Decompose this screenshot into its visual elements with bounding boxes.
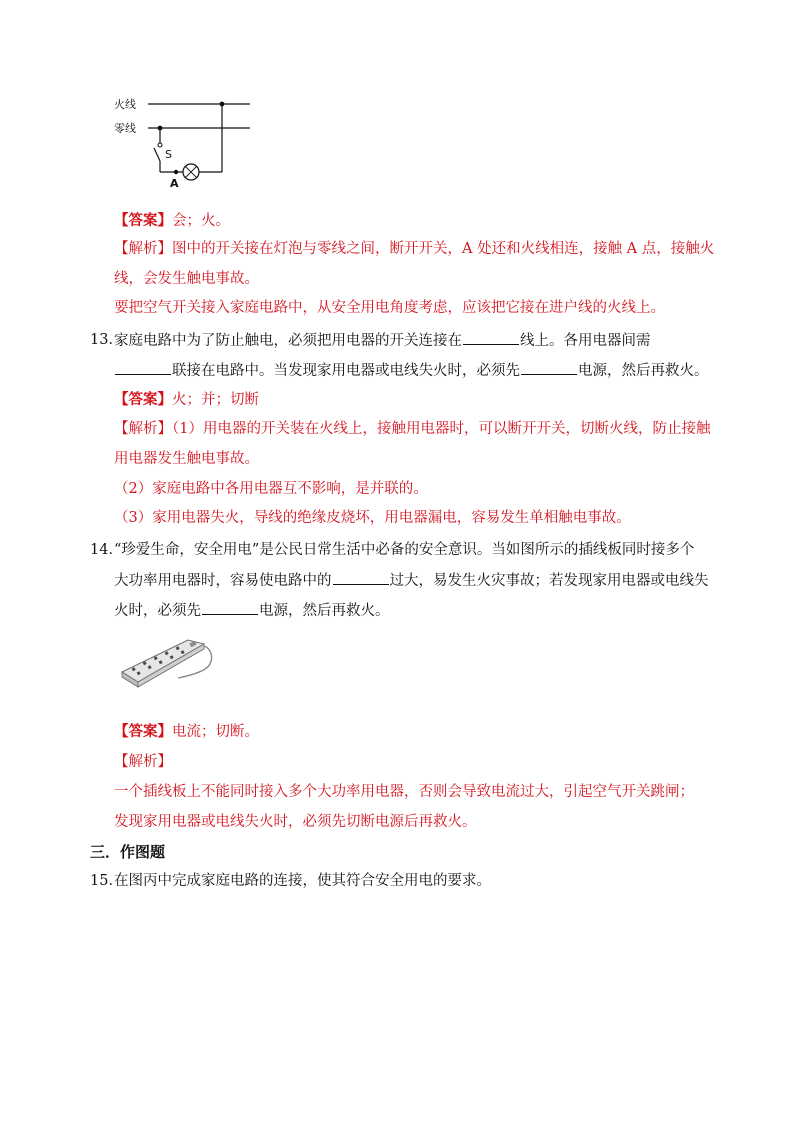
q14-answer (114, 722, 259, 742)
answer-text: 电流；切断。 (172, 724, 259, 740)
q13-stem-part-4: 电源，然后再救火。 (578, 363, 709, 379)
circuit-diagram (110, 92, 260, 192)
q13-analysis-line-2: 用电器发生触电事故。 (114, 451, 259, 467)
section-title: 三．作图题 (90, 843, 166, 861)
q15-stem: 在图丙中完成家庭电路的连接，使其符合安全用电的要求。 (114, 873, 491, 889)
q13-stem-line-1 (114, 330, 651, 351)
q14-blank-2[interactable] (202, 600, 258, 615)
q12-analysis-line-3: 要把空气开关接入家庭电路中，从安全用电角度考虑，应该把它接在进户线的火线上。 (114, 300, 665, 316)
q14-analysis-line-1: 一个插线板上不能同时接入多个大功率用电器，否则会导致电流过大，引起空气开关跳闸； (114, 784, 694, 800)
q13-blank-2[interactable] (115, 360, 171, 375)
answer-tag: 【答案】 (114, 391, 172, 408)
analysis-text: （1）用电器的开关装在火线上，接触用电器时，可以断开开关，切断火线，防止接触 (172, 421, 711, 437)
point-a-junction (174, 170, 178, 174)
answer-tag: 【答案】 (114, 723, 172, 740)
q12-analysis-line-1 (114, 239, 714, 259)
analysis-tag: 【解析】 (114, 421, 172, 437)
q13-analysis-line-4: （3）家用电器失火，导线的绝缘皮烧坏，用电器漏电，容易发生单相触电事故。 (114, 510, 631, 526)
q14-stem-part-3b: 电源，然后再救火。 (259, 603, 390, 619)
switch-blade (154, 148, 160, 161)
q13-stem-part-1: 家庭电路中为了防止触电，必须把用电器的开关连接在 (114, 333, 462, 349)
point-a-label: A (170, 177, 179, 190)
answer-text: 火；并；切断 (172, 392, 259, 408)
neutral-wire-label: 零线 (114, 122, 136, 135)
q14-analysis-tag: 【解析】 (114, 754, 172, 770)
q14-stem-line-2 (114, 570, 709, 591)
q13-blank-1[interactable] (463, 330, 519, 345)
q13-analysis-line-1 (114, 419, 710, 439)
q14-stem-part-3a: 火时，必须先 (114, 603, 201, 619)
question-number-13: 13． (90, 332, 123, 348)
switch-label: S (165, 148, 172, 161)
live-wire-label: 火线 (114, 98, 136, 111)
answer-text: 会；火。 (172, 213, 230, 229)
q14-stem-part-2b: 过大，易发生火灾事故；若发现家用电器或电线失 (389, 573, 709, 589)
q14-analysis-line-2: 发现家用电器或电线失火时，必须先切断电源后再救火。 (114, 814, 477, 830)
question-number-14: 14． (90, 542, 123, 558)
q13-stem-part-2: 线上。各用电器间需 (520, 333, 651, 349)
q12-answer (114, 211, 230, 231)
q13-analysis-line-3: （2）家庭电路中各用电器互不影响，是并联的。 (114, 481, 428, 497)
q13-blank-3[interactable] (521, 360, 577, 375)
q13-stem-part-3: 联接在电路中。当发现家用电器或电线失火时，必须先 (172, 363, 520, 379)
power-strip-image (118, 632, 218, 692)
q14-blank-1[interactable] (333, 570, 389, 585)
analysis-tag: 【解析】 (114, 241, 172, 257)
q13-answer (114, 390, 259, 410)
switch-contact (158, 143, 162, 147)
q13-stem-line-2 (114, 360, 709, 381)
analysis-text: 图中的开关接在灯泡与零线之间，断开开关，A 处还和火线相连，接触 A 点，接触火 (172, 241, 715, 257)
question-number-15: 15． (90, 873, 123, 889)
q14-stem-part-2a: 大功率用电器时，容易使电路中的 (114, 573, 332, 589)
answer-tag: 【答案】 (114, 212, 172, 229)
q12-analysis-line-2: 线，会发生触电事故。 (114, 271, 259, 287)
q14-stem-line-1: “珍爱生命，安全用电”是公民日常生活中必备的安全意识。当如图所示的插线板同时接多个 (114, 542, 695, 558)
q14-stem-line-3 (114, 600, 390, 621)
